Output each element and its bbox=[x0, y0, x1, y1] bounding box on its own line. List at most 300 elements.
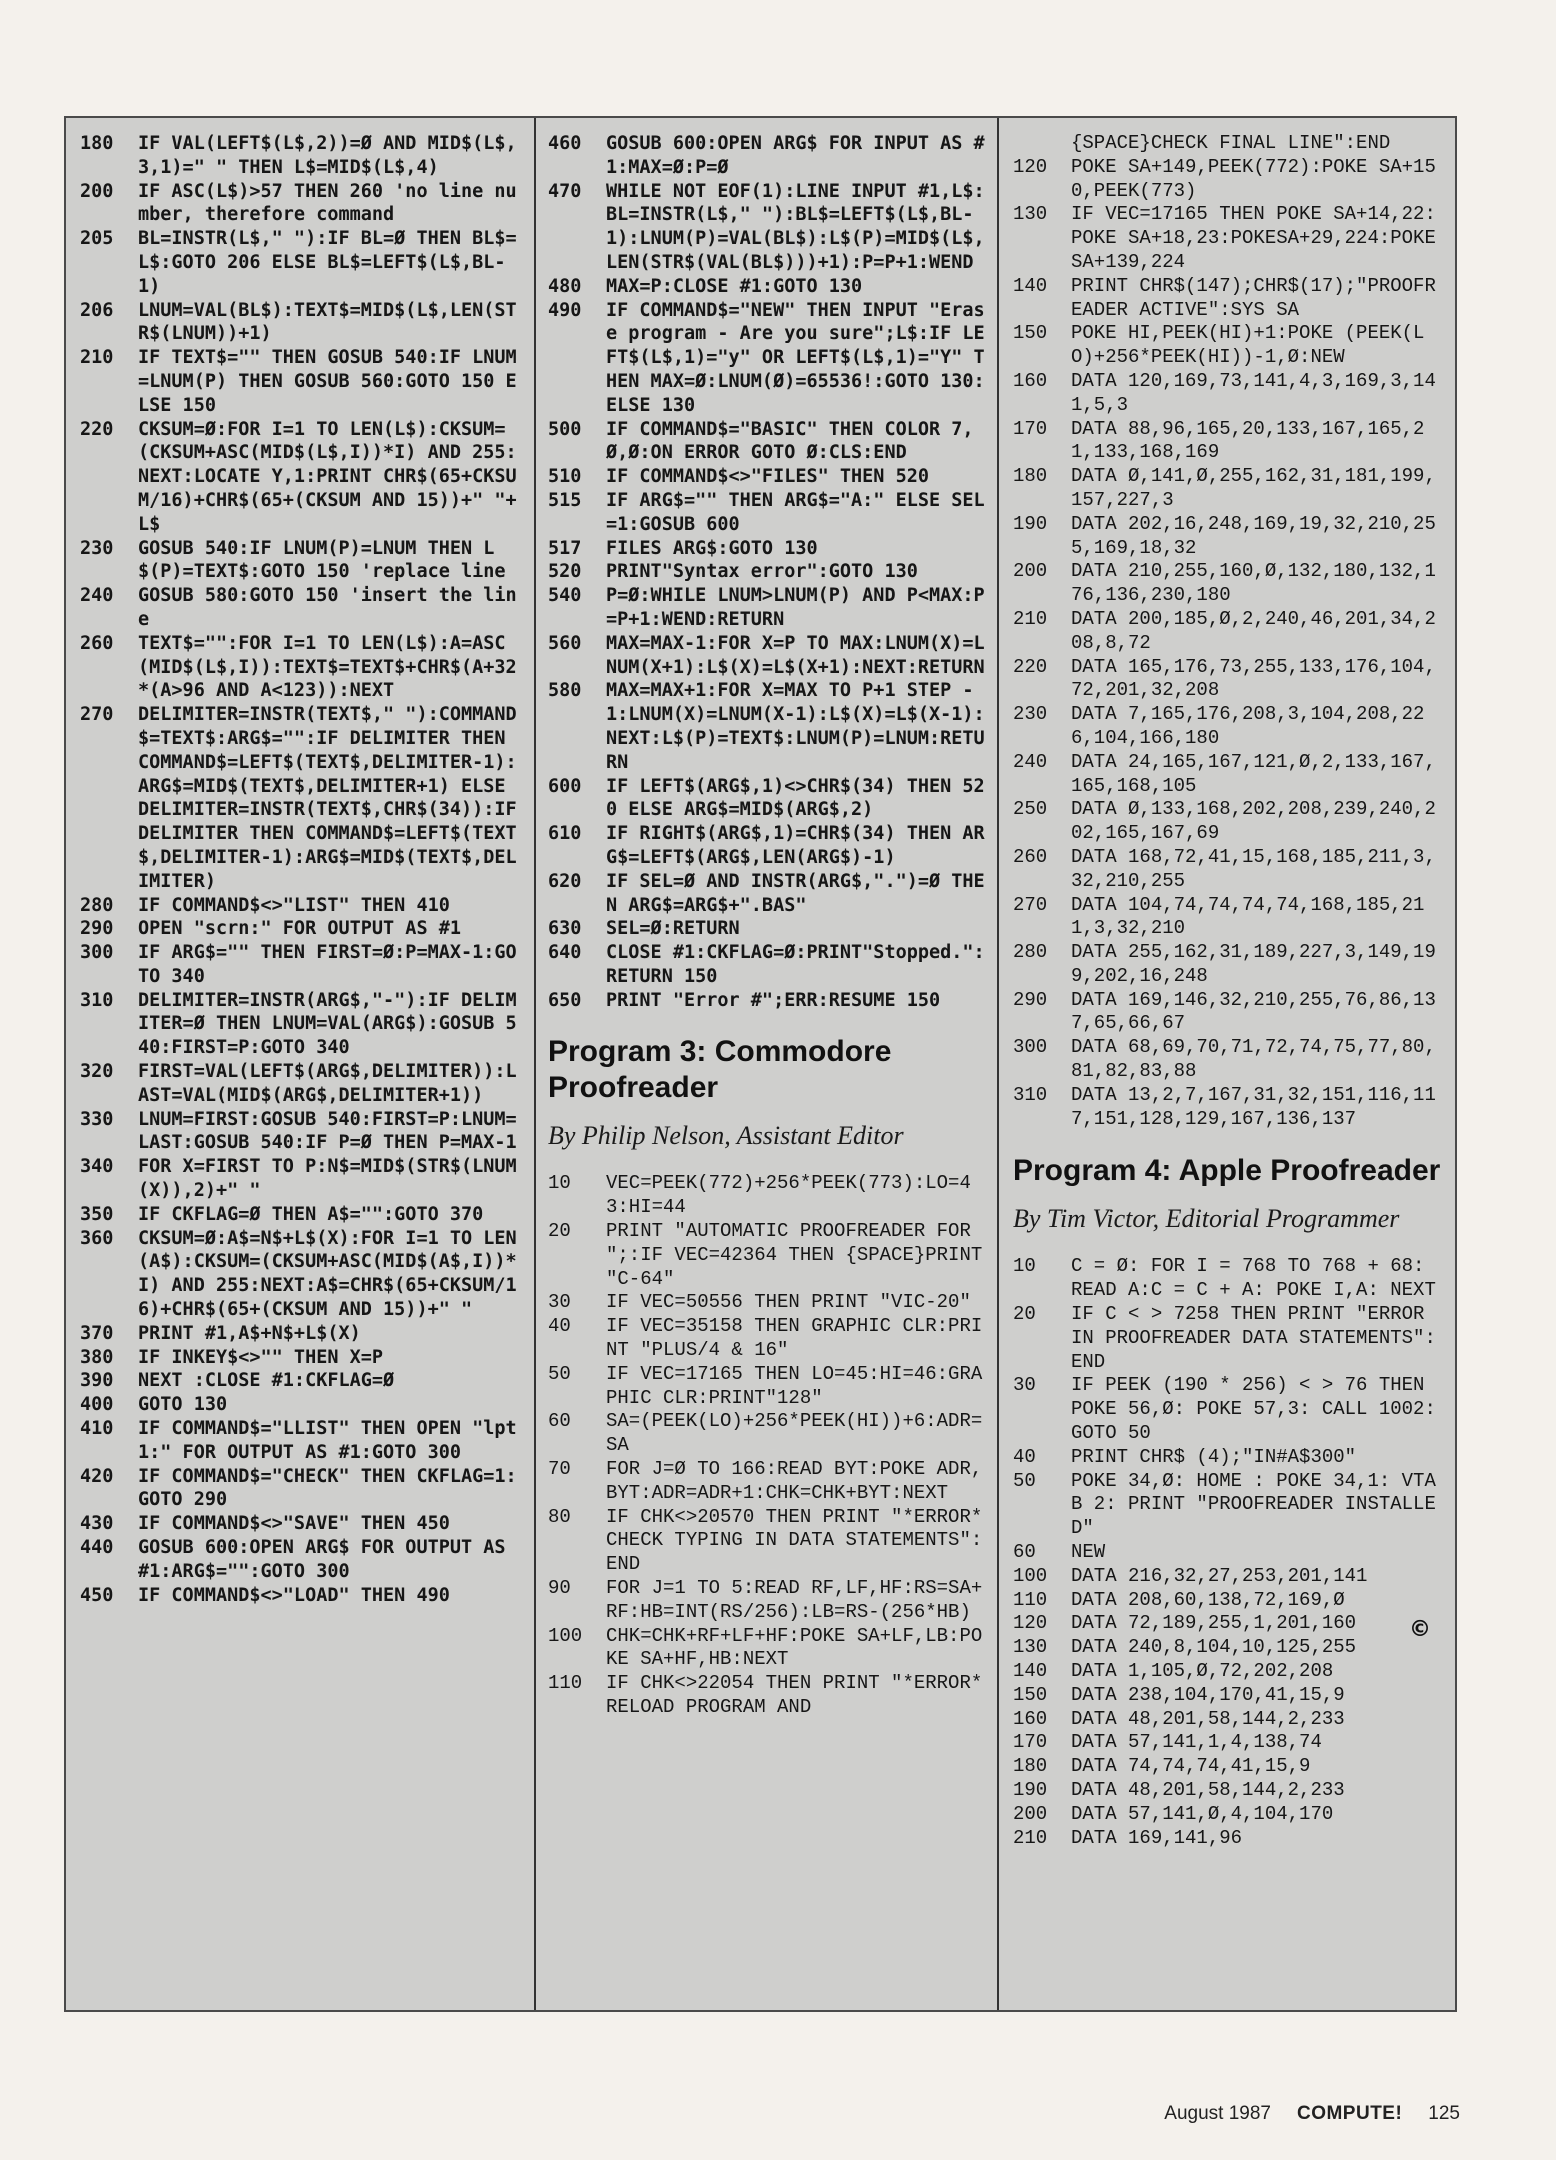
code-line bbox=[548, 1220, 994, 1291]
code-line bbox=[1013, 1731, 1447, 1755]
line-code: LNUM=FIRST:GOSUB 540:FIRST=P:LNUM=LAST:GOSUB 540:IF P=Ø THEN P=MAX-1 bbox=[138, 1108, 517, 1154]
line-code: DATA Ø,133,168,202,208,239,240,202,165,167,69 bbox=[1071, 798, 1436, 845]
code-line bbox=[548, 1505, 994, 1577]
code-line bbox=[1013, 560, 1447, 608]
line-number: 620 bbox=[548, 870, 582, 892]
code-line bbox=[1013, 798, 1447, 846]
line-code: {SPACE}CHECK FINAL LINE":END bbox=[1071, 132, 1391, 154]
line-number: 630 bbox=[548, 918, 582, 940]
code-line bbox=[1013, 751, 1447, 799]
code-line bbox=[1013, 1036, 1447, 1084]
line-code: BL=INSTR(L$," "):IF BL=Ø THEN BL$=L$:GOTO 206 ELSE BL$=LEFT$(L$,BL-1) bbox=[138, 228, 517, 297]
line-code: DELIMITER=INSTR(TEXT$," "):COMMAND$=TEXT$:ARG$="":IF DELIMITER THEN COMMAND$=LEFT$(TEXT$,DELIMITER-1):ARG$=MID$(TEXT$,DELIMITER+1) ELSE DELIMITER=INSTR(TEXT$,CHR$(34)):IF DELIMITER THEN COMMAND$=LEFT$(TEXT$,DELIMITER-1):ARG$=MID$(TEXT$,DELIMITER) bbox=[138, 704, 528, 892]
copyright-icon: © bbox=[1409, 1617, 1431, 1642]
line-code: GOTO 130 bbox=[138, 1394, 228, 1416]
code-line bbox=[548, 917, 987, 941]
line-code: CKSUM=Ø:FOR I=1 TO LEN(L$):CKSUM=(CKSUM+ASC(MID$(L$,I))*I) AND 255:NEXT:LOCATE Y,1:PRINT CHR$(65+CKSUM/16)+CHR$(65+(CKSUM AND 15))+" "+L$ bbox=[138, 418, 517, 535]
line-code: DATA 202,16,248,169,19,32,210,255,169,18,32 bbox=[1071, 512, 1436, 559]
line-code: DATA 48,201,58,144,2,233 bbox=[1071, 1779, 1345, 1801]
line-number: 20 bbox=[1013, 1303, 1036, 1326]
code-line bbox=[548, 632, 987, 680]
code-line bbox=[80, 537, 524, 585]
line-number: 410 bbox=[80, 1418, 114, 1440]
code-line bbox=[1013, 1779, 1447, 1803]
line-code: OPEN "scrn:" FOR OUTPUT AS #1 bbox=[138, 918, 462, 940]
program-3-listing bbox=[548, 1172, 994, 1719]
line-number: 310 bbox=[80, 989, 114, 1011]
line-number: 40 bbox=[1013, 1445, 1036, 1468]
line-code: FOR X=FIRST TO P:N$=MID$(STR$(LNUM(X)),2)+" " bbox=[138, 1156, 517, 1202]
line-number: 290 bbox=[1013, 988, 1048, 1011]
line-number: 160 bbox=[1013, 369, 1048, 392]
code-line bbox=[548, 679, 987, 774]
code-line bbox=[1013, 1374, 1447, 1445]
line-code: IF CKFLAG=Ø THEN A$="":GOTO 370 bbox=[138, 1203, 484, 1225]
line-number: 120 bbox=[1013, 1612, 1048, 1635]
line-code: DATA 57,141,1,4,138,74 bbox=[1071, 1731, 1322, 1754]
code-line bbox=[80, 1465, 524, 1513]
line-number: 500 bbox=[548, 418, 582, 440]
line-number: 310 bbox=[1013, 1083, 1048, 1106]
code-line bbox=[80, 941, 524, 989]
line-number: 70 bbox=[548, 1458, 571, 1481]
code-line bbox=[548, 1577, 987, 1625]
code-line bbox=[548, 870, 987, 918]
code-line bbox=[1013, 703, 1447, 751]
line-number: 240 bbox=[1013, 750, 1048, 773]
code-line bbox=[1013, 1755, 1447, 1779]
code-line bbox=[80, 1346, 524, 1370]
line-number: 200 bbox=[1013, 1802, 1048, 1825]
code-line bbox=[1013, 132, 1447, 156]
line-code: IF COMMAND$<>"LOAD" THEN 490 bbox=[138, 1584, 450, 1606]
line-number: 540 bbox=[548, 585, 582, 607]
code-line bbox=[1013, 1255, 1447, 1303]
code-line bbox=[1013, 1660, 1447, 1684]
line-code: DATA 72,189,255,1,201,160 bbox=[1071, 1612, 1357, 1635]
line-number: 610 bbox=[548, 823, 582, 845]
line-number: 200 bbox=[80, 180, 114, 202]
line-code: TEXT$="":FOR I=1 TO LEN(L$):A=ASC(MID$(L$,I)):TEXT$=TEXT$+CHR$(A+32*(A>96 AND A<123)):NEXT bbox=[138, 632, 517, 702]
line-number: 430 bbox=[80, 1513, 114, 1535]
line-number bbox=[1013, 132, 1071, 156]
line-code: DATA 238,104,170,41,15,9 bbox=[1071, 1683, 1345, 1706]
line-number: 100 bbox=[1013, 1564, 1048, 1587]
line-number: 515 bbox=[548, 489, 582, 511]
program-4-listing bbox=[1013, 1255, 1447, 1850]
line-code: VEC=PEEK(772)+256*PEEK(773):LO=43:HI=44 bbox=[606, 1172, 971, 1219]
line-number: 130 bbox=[1013, 203, 1048, 226]
line-code: IF VEC=17165 THEN POKE SA+14,22:POKE SA+18,23:POKESA+29,224:POKESA+139,224 bbox=[1071, 203, 1436, 273]
code-line bbox=[548, 1625, 987, 1673]
line-code: DATA 24,165,167,121,Ø,2,133,167,165,168,105 bbox=[1071, 750, 1436, 797]
line-number: 240 bbox=[80, 585, 114, 607]
code-line bbox=[80, 632, 524, 703]
line-number: 650 bbox=[548, 989, 582, 1011]
line-number: 130 bbox=[1013, 1636, 1048, 1659]
code-line bbox=[1013, 989, 1447, 1037]
code-line bbox=[80, 418, 524, 537]
line-code: FIRST=VAL(LEFT$(ARG$,DELIMITER)):LAST=VAL(MID$(ARG$,DELIMITER+1)) bbox=[138, 1061, 517, 1106]
code-line bbox=[1013, 1803, 1447, 1827]
column-3 bbox=[999, 118, 1457, 2010]
line-code: CLOSE #1:CKFLAG=Ø:PRINT"Stopped.":RETURN 150 bbox=[606, 942, 985, 987]
line-code: C = Ø: FOR I = 768 TO 768 + 68: READ A:C = C + A: POKE I,A: NEXT bbox=[1071, 1255, 1436, 1302]
line-number: 330 bbox=[80, 1108, 114, 1130]
code-line bbox=[80, 1203, 524, 1227]
line-number: 50 bbox=[1013, 1469, 1036, 1492]
line-number: 260 bbox=[80, 632, 114, 654]
line-code: DATA 57,141,Ø,4,104,170 bbox=[1071, 1802, 1334, 1825]
code-line bbox=[80, 917, 524, 941]
line-number: 60 bbox=[548, 1410, 571, 1433]
line-number: 120 bbox=[1013, 155, 1048, 178]
line-code: IF COMMAND$="CHECK" THEN CKFLAG=1:GOTO 290 bbox=[138, 1465, 517, 1511]
line-number: 420 bbox=[80, 1465, 114, 1487]
code-line bbox=[80, 1584, 524, 1608]
line-number: 206 bbox=[80, 299, 114, 321]
line-number: 560 bbox=[548, 632, 582, 654]
line-number: 230 bbox=[1013, 703, 1048, 726]
code-line bbox=[80, 299, 524, 347]
line-number: 210 bbox=[80, 347, 114, 369]
code-line bbox=[80, 894, 524, 918]
line-number: 110 bbox=[1013, 1588, 1048, 1611]
code-line bbox=[1013, 1470, 1447, 1541]
line-number: 300 bbox=[80, 942, 114, 964]
line-code: IF VAL(LEFT$(L$,2))=Ø AND MID$(L$,3,1)=" " THEN L$=MID$(L$,4) bbox=[138, 133, 517, 178]
line-code: GOSUB 580:GOTO 150 'insert the line bbox=[138, 585, 517, 630]
line-code: IF COMMAND$="BASIC" THEN COLOR 7,Ø,Ø:ON ERROR GOTO Ø:CLS:END bbox=[606, 418, 974, 464]
code-line bbox=[1013, 846, 1447, 894]
line-code: IF ARG$="" THEN FIRST=Ø:P=MAX-1:GOTO 340 bbox=[138, 942, 517, 987]
line-code: GOSUB 540:IF LNUM(P)=LNUM THEN L$(P)=TEXT$:GOTO 150 'replace line bbox=[138, 537, 506, 583]
line-number: 270 bbox=[80, 704, 114, 726]
code-line bbox=[1013, 203, 1447, 274]
line-code: CKSUM=Ø:A$=N$+L$(X):FOR I=1 TO LEN(A$):CKSUM=(CKSUM+ASC(MID$(A$,I))*I) AND 255:NEXT:A$=CHR$(65+CKSUM/16)+CHR$(65+(CKSUM AND 15))+" " bbox=[138, 1227, 517, 1321]
line-code: PRINT "Error #";ERR:RESUME 150 bbox=[606, 989, 941, 1011]
code-line bbox=[1013, 608, 1447, 656]
code-line bbox=[80, 989, 524, 1060]
line-code: MAX=P:CLOSE #1:GOTO 130 bbox=[606, 275, 863, 297]
line-code: IF COMMAND$<>"SAVE" THEN 450 bbox=[138, 1513, 450, 1535]
code-line bbox=[80, 703, 528, 893]
code-line bbox=[1013, 941, 1447, 989]
line-number: 510 bbox=[548, 466, 582, 488]
code-line bbox=[1013, 370, 1447, 418]
line-number: 160 bbox=[1013, 1707, 1048, 1730]
line-number: 205 bbox=[80, 228, 114, 250]
line-code: MAX=MAX+1:FOR X=MAX TO P+1 STEP -1:LNUM(X)=LNUM(X-1):L$(X)=L$(X-1):NEXT:L$(P)=TEXT$:LNUM(P)=LNUM:RETURN bbox=[606, 680, 985, 773]
line-code: DELIMITER=INSTR(ARG$,"-"):IF DELIMITER=Ø THEN LNUM=VAL(ARG$):GOSUB 540:FIRST=P:GOTO 340 bbox=[138, 989, 517, 1059]
line-number: 180 bbox=[80, 133, 114, 154]
code-line bbox=[548, 822, 987, 870]
line-code: DATA 210,255,160,Ø,132,180,132,176,136,230,180 bbox=[1071, 560, 1436, 607]
line-code: NEXT :CLOSE #1:CKFLAG=Ø bbox=[138, 1370, 395, 1392]
line-number: 170 bbox=[1013, 417, 1048, 440]
line-code: IF COMMAND$="LLIST" THEN OPEN "lpt1:" FOR OUTPUT AS #1:GOTO 300 bbox=[138, 1418, 517, 1463]
code-line bbox=[548, 180, 987, 275]
line-code: IF COMMAND$<>"LIST" THEN 410 bbox=[138, 894, 450, 916]
line-code: DATA 216,32,27,253,201,141 bbox=[1071, 1564, 1368, 1587]
line-number: 190 bbox=[1013, 1779, 1048, 1801]
line-number: 10 bbox=[548, 1172, 571, 1195]
code-line bbox=[548, 1291, 987, 1315]
code-line bbox=[80, 1369, 524, 1393]
code-line bbox=[548, 299, 987, 418]
line-number: 517 bbox=[548, 537, 582, 559]
code-line bbox=[548, 584, 987, 632]
line-number: 180 bbox=[1013, 1755, 1048, 1778]
code-line bbox=[548, 537, 987, 561]
code-line bbox=[548, 1458, 987, 1506]
line-number: 640 bbox=[548, 942, 582, 964]
line-code: IF INKEY$<>"" THEN X=P bbox=[138, 1346, 384, 1368]
line-number: 270 bbox=[1013, 893, 1048, 916]
code-line bbox=[1013, 275, 1447, 323]
line-code: DATA 104,74,74,74,74,168,185,211,3,32,210 bbox=[1071, 893, 1425, 940]
code-line bbox=[548, 941, 987, 989]
line-number: 100 bbox=[548, 1624, 583, 1647]
code-line bbox=[1013, 1565, 1447, 1589]
line-number: 10 bbox=[1013, 1255, 1036, 1278]
page-footer bbox=[1164, 2103, 1460, 2125]
line-number: 520 bbox=[548, 561, 582, 583]
code-line bbox=[548, 1172, 987, 1220]
program-4-title: Program 4: Apple Proofreader bbox=[1013, 1154, 1441, 1188]
line-code: POKE SA+149,PEEK(772):POKE SA+150,PEEK(773) bbox=[1071, 155, 1436, 202]
line-code: WHILE NOT EOF(1):LINE INPUT #1,L$:BL=INSTR(L$," "):BL$=LEFT$(L$,BL-1):LNUM(P)=VAL(BL$):L$(P)=MID$(L$,LEN(STR$(VAL(BL$)))+1):P=P+1:WEND bbox=[606, 180, 985, 273]
line-number: 200 bbox=[1013, 560, 1048, 583]
line-code: DATA 168,72,41,15,168,185,211,3,32,210,255 bbox=[1071, 845, 1436, 892]
line-code: SA=(PEEK(LO)+256*PEEK(HI))+6:ADR=SA bbox=[606, 1410, 983, 1457]
line-code: DATA 7,165,176,208,3,104,208,226,104,166,180 bbox=[1071, 703, 1425, 749]
line-number: 460 bbox=[548, 133, 582, 154]
code-line bbox=[1013, 656, 1447, 704]
line-number: 30 bbox=[548, 1291, 571, 1314]
code-line bbox=[548, 418, 987, 466]
line-code: CHK=CHK+RF+LF+HF:POKE SA+LF,LB:POKE SA+HF,HB:NEXT bbox=[606, 1624, 983, 1671]
magazine-name: COMPUTE! bbox=[1296, 2103, 1403, 2124]
code-line bbox=[80, 1417, 524, 1465]
code-line bbox=[80, 584, 524, 632]
line-number: 190 bbox=[1013, 512, 1048, 535]
line-code: DATA Ø,141,Ø,255,162,31,181,199,157,227,3 bbox=[1071, 465, 1436, 511]
code-line bbox=[1013, 894, 1447, 942]
program-3-byline: By Philip Nelson, Assistant Editor bbox=[548, 1121, 904, 1151]
code-line bbox=[1013, 322, 1447, 370]
line-number: 470 bbox=[548, 180, 582, 202]
line-code: FILES ARG$:GOTO 130 bbox=[606, 537, 818, 559]
line-code: DATA 1,105,Ø,72,202,208 bbox=[1071, 1660, 1334, 1683]
code-line bbox=[548, 1410, 987, 1458]
line-code: MAX=MAX-1:FOR X=P TO MAX:LNUM(X)=LNUM(X+1):L$(X)=L$(X+1):NEXT:RETURN bbox=[606, 632, 985, 678]
line-code: PRINT CHR$(147);CHR$(17);"PROOFREADER ACTIVE":SYS SA bbox=[1071, 274, 1436, 321]
line-number: 170 bbox=[1013, 1731, 1048, 1754]
line-number: 400 bbox=[80, 1394, 114, 1416]
line-number: 180 bbox=[1013, 465, 1048, 488]
line-code: PRINT"Syntax error":GOTO 130 bbox=[606, 561, 918, 583]
line-number: 480 bbox=[548, 275, 582, 297]
line-code: IF CHK<>22054 THEN PRINT "*ERROR* RELOAD PROGRAM AND bbox=[606, 1672, 994, 1719]
line-code: LNUM=VAL(BL$):TEXT$=MID$(L$,LEN(STR$(LNUM))+1) bbox=[138, 299, 517, 345]
line-number: 110 bbox=[548, 1672, 583, 1695]
line-number: 20 bbox=[548, 1220, 571, 1243]
line-code: IF VEC=50556 THEN PRINT "VIC-20" bbox=[606, 1291, 971, 1314]
line-number: 580 bbox=[548, 680, 582, 702]
line-code: DATA 74,74,74,41,15,9 bbox=[1071, 1755, 1311, 1778]
line-code: SEL=Ø:RETURN bbox=[606, 918, 740, 940]
program-3-listing-continued bbox=[1013, 132, 1447, 1131]
line-number: 210 bbox=[1013, 607, 1048, 630]
line-number: 440 bbox=[80, 1537, 114, 1559]
line-code: P=Ø:WHILE LNUM>LNUM(P) AND P<MAX:P=P+1:WEND:RETURN bbox=[606, 585, 985, 630]
line-number: 220 bbox=[80, 418, 114, 440]
code-line bbox=[80, 1512, 524, 1536]
line-number: 210 bbox=[1013, 1826, 1048, 1849]
line-code: DATA 169,146,32,210,255,76,86,137,65,66,67 bbox=[1071, 988, 1436, 1035]
line-number: 140 bbox=[1013, 274, 1048, 297]
code-line bbox=[548, 275, 987, 299]
line-code: DATA 48,201,58,144,2,233 bbox=[1071, 1707, 1345, 1730]
line-code: IF COMMAND$<>"FILES" THEN 520 bbox=[606, 466, 930, 488]
line-number: 340 bbox=[80, 1156, 114, 1178]
line-code: PRINT #1,A$+N$+L$(X) bbox=[138, 1322, 361, 1344]
code-line bbox=[1013, 1541, 1447, 1565]
line-code: GOSUB 600:OPEN ARG$ FOR OUTPUT AS #1:ARG$="":GOTO 300 bbox=[138, 1537, 517, 1582]
issue-date: August 1987 bbox=[1164, 2103, 1271, 2124]
line-number: 220 bbox=[1013, 655, 1048, 678]
line-code: IF VEC=17165 THEN LO=45:HI=46:GRAPHIC CLR:PRINT"128" bbox=[606, 1362, 983, 1409]
line-number: 30 bbox=[1013, 1374, 1036, 1397]
code-line bbox=[80, 180, 524, 228]
code-line bbox=[80, 1227, 524, 1322]
line-number: 490 bbox=[548, 299, 582, 321]
code-line bbox=[548, 775, 987, 823]
line-number: 380 bbox=[80, 1346, 114, 1368]
code-line bbox=[80, 227, 524, 298]
column-2 bbox=[536, 118, 999, 2010]
line-code: GOSUB 600:OPEN ARG$ FOR INPUT AS #1:MAX=Ø:P=Ø bbox=[606, 133, 985, 178]
line-number: 450 bbox=[80, 1584, 114, 1606]
line-code: IF VEC=35158 THEN GRAPHIC CLR:PRINT "PLUS/4 & 16" bbox=[606, 1315, 983, 1362]
line-code: DATA 208,60,138,72,169,Ø bbox=[1071, 1588, 1345, 1611]
line-code: DATA 165,176,73,255,133,176,104,72,201,32,208 bbox=[1071, 655, 1436, 702]
line-number: 150 bbox=[1013, 322, 1048, 345]
line-number: 300 bbox=[1013, 1036, 1048, 1059]
code-line bbox=[1013, 465, 1447, 513]
line-code: NEW bbox=[1071, 1541, 1106, 1564]
line-code: DATA 200,185,Ø,2,240,46,201,34,208,8,72 bbox=[1071, 607, 1436, 654]
line-code: DATA 255,162,31,189,227,3,149,199,202,16,248 bbox=[1071, 941, 1436, 987]
column-1 bbox=[66, 118, 536, 2010]
line-number: 600 bbox=[548, 775, 582, 797]
page-number: 125 bbox=[1428, 2103, 1460, 2124]
code-line bbox=[80, 132, 524, 180]
line-code: IF ASC(L$)>57 THEN 260 'no line number, therefore command bbox=[138, 180, 517, 226]
code-line bbox=[80, 1322, 524, 1346]
code-line bbox=[1013, 1612, 1447, 1636]
line-number: 280 bbox=[1013, 941, 1048, 964]
program-2-listing-continued bbox=[548, 132, 987, 1012]
code-line bbox=[548, 560, 987, 584]
code-line bbox=[548, 132, 987, 180]
line-code: FOR J=Ø TO 166:READ BYT:POKE ADR,BYT:ADR=ADR+1:CHK=CHK+BYT:NEXT bbox=[606, 1458, 983, 1504]
code-line bbox=[1013, 418, 1447, 466]
code-line bbox=[1013, 513, 1447, 561]
code-line bbox=[1013, 1589, 1447, 1613]
listing-panel bbox=[64, 116, 1457, 2012]
code-line bbox=[548, 1363, 987, 1411]
line-code: DATA 120,169,73,141,4,3,169,3,141,5,3 bbox=[1071, 369, 1436, 416]
line-number: 390 bbox=[80, 1370, 114, 1392]
code-line bbox=[1013, 1708, 1447, 1732]
code-line bbox=[1013, 1684, 1447, 1708]
program-4-byline: By Tim Victor, Editorial Programmer bbox=[1013, 1204, 1400, 1234]
line-code: IF C < > 7258 THEN PRINT "ERROR IN PROOFREADER DATA STATEMENTS": END bbox=[1071, 1303, 1448, 1373]
code-line bbox=[1013, 1827, 1447, 1851]
line-code: IF LEFT$(ARG$,1)<>CHR$(34) THEN 520 ELSE ARG$=MID$(ARG$,2) bbox=[606, 775, 985, 821]
line-code: PRINT "AUTOMATIC PROOFREADER FOR ";:IF VEC=42364 THEN {SPACE}PRINT "C-64" bbox=[606, 1220, 994, 1290]
code-line bbox=[548, 989, 987, 1013]
code-line bbox=[1013, 1446, 1447, 1470]
program-3-title: Program 3: Commodore Proofreader bbox=[548, 1035, 892, 1105]
line-code: DATA 13,2,7,167,31,32,151,116,117,151,128,129,167,136,137 bbox=[1071, 1083, 1436, 1130]
code-line bbox=[80, 1536, 524, 1584]
line-code: DATA 240,8,104,10,125,255 bbox=[1071, 1636, 1357, 1659]
line-code: IF CHK<>20570 THEN PRINT "*ERROR* CHECK TYPING IN DATA STATEMENTS":END bbox=[606, 1505, 994, 1576]
line-code: DATA 68,69,70,71,72,74,75,77,80,81,82,83,88 bbox=[1071, 1036, 1436, 1083]
line-code: FOR J=1 TO 5:READ RF,LF,HF:RS=SA+RF:HB=INT(RS/256):LB=RS-(256*HB) bbox=[606, 1577, 983, 1623]
line-number: 260 bbox=[1013, 845, 1048, 868]
line-code: POKE HI,PEEK(HI)+1:POKE (PEEK(LO)+256*PEEK(HI))-1,Ø:NEW bbox=[1071, 322, 1425, 369]
line-number: 360 bbox=[80, 1227, 114, 1249]
line-code: DATA 88,96,165,20,133,167,165,21,133,168,169 bbox=[1071, 417, 1425, 464]
code-line bbox=[80, 1060, 524, 1108]
code-line bbox=[548, 489, 987, 537]
line-number: 250 bbox=[1013, 798, 1048, 821]
code-line bbox=[1013, 1303, 1447, 1374]
line-code: IF COMMAND$="NEW" THEN INPUT "Erase program - Are you sure";L$:IF LEFT$(L$,1)="y" OR LEFT$(L$,1)="Y" THEN MAX=Ø:LNUM(Ø)=65536!:GOTO 130:ELSE 130 bbox=[606, 299, 985, 416]
line-number: 90 bbox=[548, 1577, 571, 1600]
code-line bbox=[80, 346, 524, 417]
line-number: 140 bbox=[1013, 1660, 1048, 1683]
code-line bbox=[1013, 1084, 1447, 1132]
code-line bbox=[1013, 156, 1447, 204]
line-code: IF PEEK (190 * 256) < > 76 THEN POKE 56,Ø: POKE 57,3: CALL 1002: GOTO 50 bbox=[1071, 1374, 1448, 1445]
line-number: 40 bbox=[548, 1315, 571, 1338]
line-number: 50 bbox=[548, 1362, 571, 1385]
code-line bbox=[548, 1315, 987, 1363]
program-2-listing bbox=[80, 132, 528, 1607]
line-code: POKE 34,Ø: HOME : POKE 34,1: VTAB 2: PRINT "PROOFREADER INSTALLED" bbox=[1071, 1469, 1436, 1540]
line-code: IF SEL=Ø AND INSTR(ARG$,".")=Ø THEN ARG$=ARG$+".BAS" bbox=[606, 870, 985, 916]
line-number: 370 bbox=[80, 1322, 114, 1344]
line-number: 350 bbox=[80, 1203, 114, 1225]
line-code: IF ARG$="" THEN ARG$="A:" ELSE SEL=1:GOSUB 600 bbox=[606, 489, 985, 535]
line-code: IF TEXT$="" THEN GOSUB 540:IF LNUM=LNUM(P) THEN GOSUB 560:GOTO 150 ELSE 150 bbox=[138, 347, 517, 416]
line-number: 80 bbox=[548, 1505, 571, 1528]
line-number: 150 bbox=[1013, 1683, 1048, 1706]
code-line bbox=[1013, 1636, 1447, 1660]
code-line bbox=[80, 1393, 524, 1417]
line-number: 60 bbox=[1013, 1541, 1036, 1564]
line-number: 320 bbox=[80, 1061, 114, 1083]
line-code: PRINT CHR$ (4);"IN#A$300" bbox=[1071, 1445, 1357, 1468]
code-line bbox=[80, 1108, 524, 1156]
line-number: 280 bbox=[80, 894, 114, 916]
line-number: 230 bbox=[80, 537, 114, 559]
